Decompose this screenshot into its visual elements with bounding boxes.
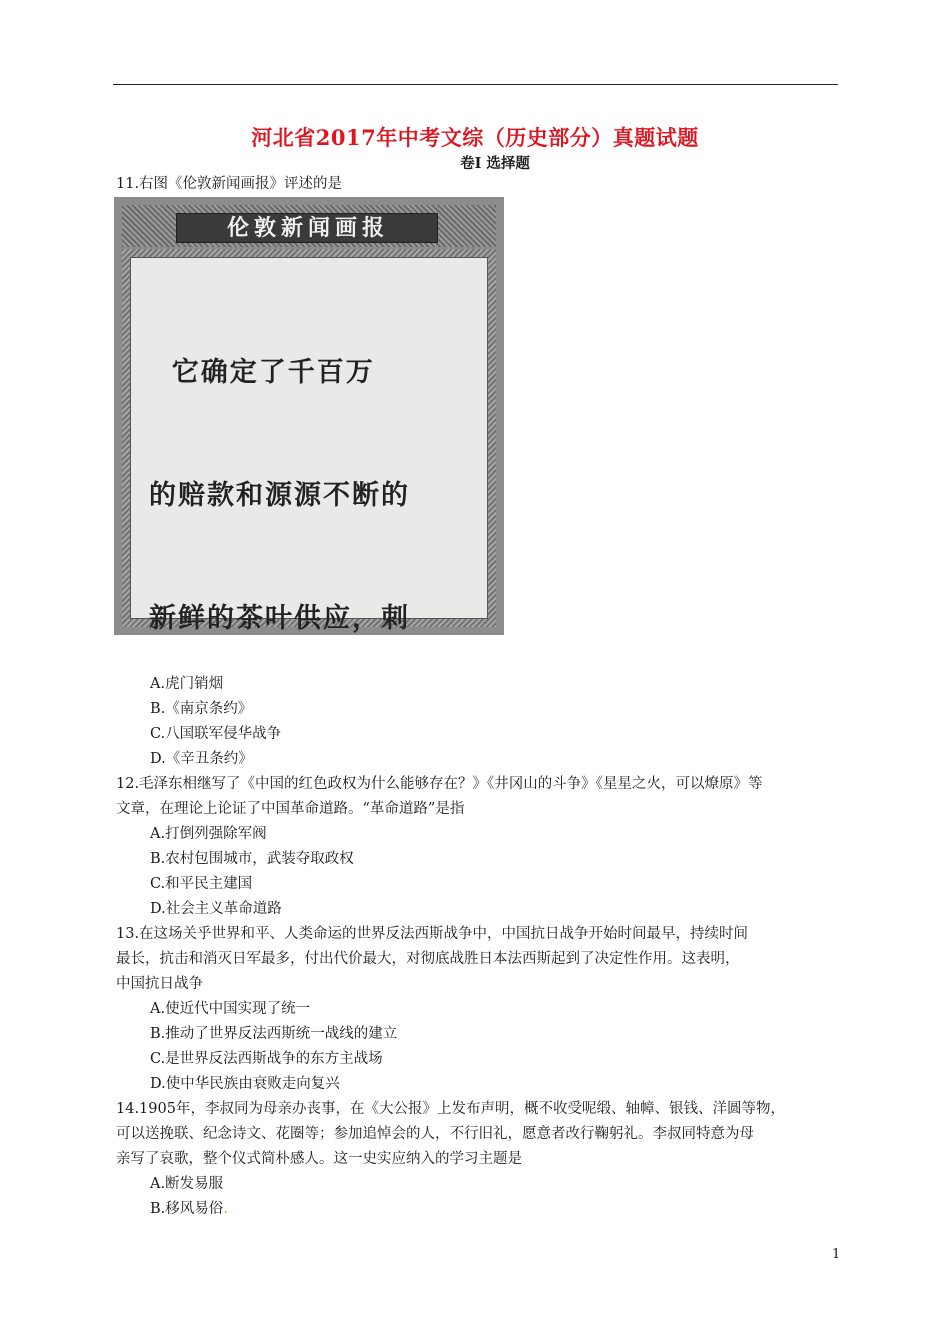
newspaper-masthead-text: 伦敦新闻画报 [226, 216, 389, 241]
newspaper-masthead [176, 213, 438, 243]
question-14-stem-line-3: 亲写了哀歌，整个仪式简朴感人。这一史实应纳入的学习主题是 [116, 1151, 522, 1167]
newspaper-line: 新鲜的茶叶供应，刺 [149, 603, 410, 634]
question-12-stem-line-1: 12.毛泽东相继写了《中国的红色政权为什么能够存在？》《井冈山的斗争》《星星之火，可以燎原》等 [116, 776, 763, 792]
q13-option-d: D.使中华民族由衰败走向复兴 [150, 1076, 340, 1092]
question-13-stem-line-1: 13.在这场关乎世界和平、人类命运的世界反法西斯战争中，中国抗日战争开始时间最早，持续时间 [116, 926, 749, 942]
q14-option-b [150, 1199, 228, 1219]
newspaper-line: 的赔款和源源不断的 [149, 480, 410, 511]
newspaper-clipping-image [114, 197, 504, 635]
newspaper-quote [149, 270, 479, 635]
q13-option-b: B.推动了世界反法西斯统一战线的建立 [150, 1026, 398, 1042]
question-14-stem-line-1: 14.1905年，李叔同为母亲办丧事，在《大公报》上发布声明，概不收受呢缎、轴幛、银钱、洋圆等物， [116, 1101, 785, 1117]
newspaper-header-band [122, 205, 496, 247]
q11-option-a: A.虎门销烟 [150, 676, 224, 692]
question-14-stem-line-2: 可以送挽联、纪念诗文、花圈等；参加追悼会的人，不行旧礼，愿意者改行鞠躬礼。李叔同特意为母 [116, 1126, 754, 1142]
q13-option-c: C.是世界反法西斯战争的东方主战场 [150, 1051, 383, 1067]
newspaper-line: 它确定了千百万 [149, 357, 375, 388]
q12-option-b: B.农村包围城市，武装夺取政权 [150, 851, 354, 867]
q11-option-c: C.八国联军侵华战争 [150, 726, 282, 742]
question-13-stem-line-2: 最长，抗击和消灭日军最多，付出代价最大，对彻底战胜日本法西斯起到了决定性作用。这表明， [116, 951, 740, 967]
q14-option-b-text: B.移风易俗 [150, 1201, 224, 1217]
q13-option-a: A.使近代中国实现了统一 [150, 1001, 311, 1017]
newspaper-text-panel [130, 257, 488, 634]
section-subtitle: 卷Ⅰ 选择题 [460, 155, 530, 172]
q11-option-b: B.《南京条约》 [150, 701, 253, 717]
page-number: 1 [832, 1247, 841, 1262]
q14-option-a: A.断发易服 [150, 1176, 224, 1192]
question-13-stem-line-3: 中国抗日战争 [116, 976, 203, 992]
q12-option-a: A.打倒列强除军阀 [150, 826, 267, 842]
question-12-stem-line-2: 文章，在理论上论证了中国革命道路。“革命道路”是指 [116, 801, 465, 817]
trailing-mark: . [223, 1201, 228, 1217]
q11-option-d: D.《辛丑条约》 [150, 751, 253, 767]
page-title: 河北省2017年中考文综（历史部分）真题试题 [251, 125, 699, 150]
question-11-stem: 11.右图《伦敦新闻画报》评述的是 [116, 176, 343, 192]
q12-option-c: C.和平民主建国 [150, 876, 253, 892]
q12-option-d: D.社会主义革命道路 [150, 901, 282, 917]
header-rule [113, 84, 838, 85]
